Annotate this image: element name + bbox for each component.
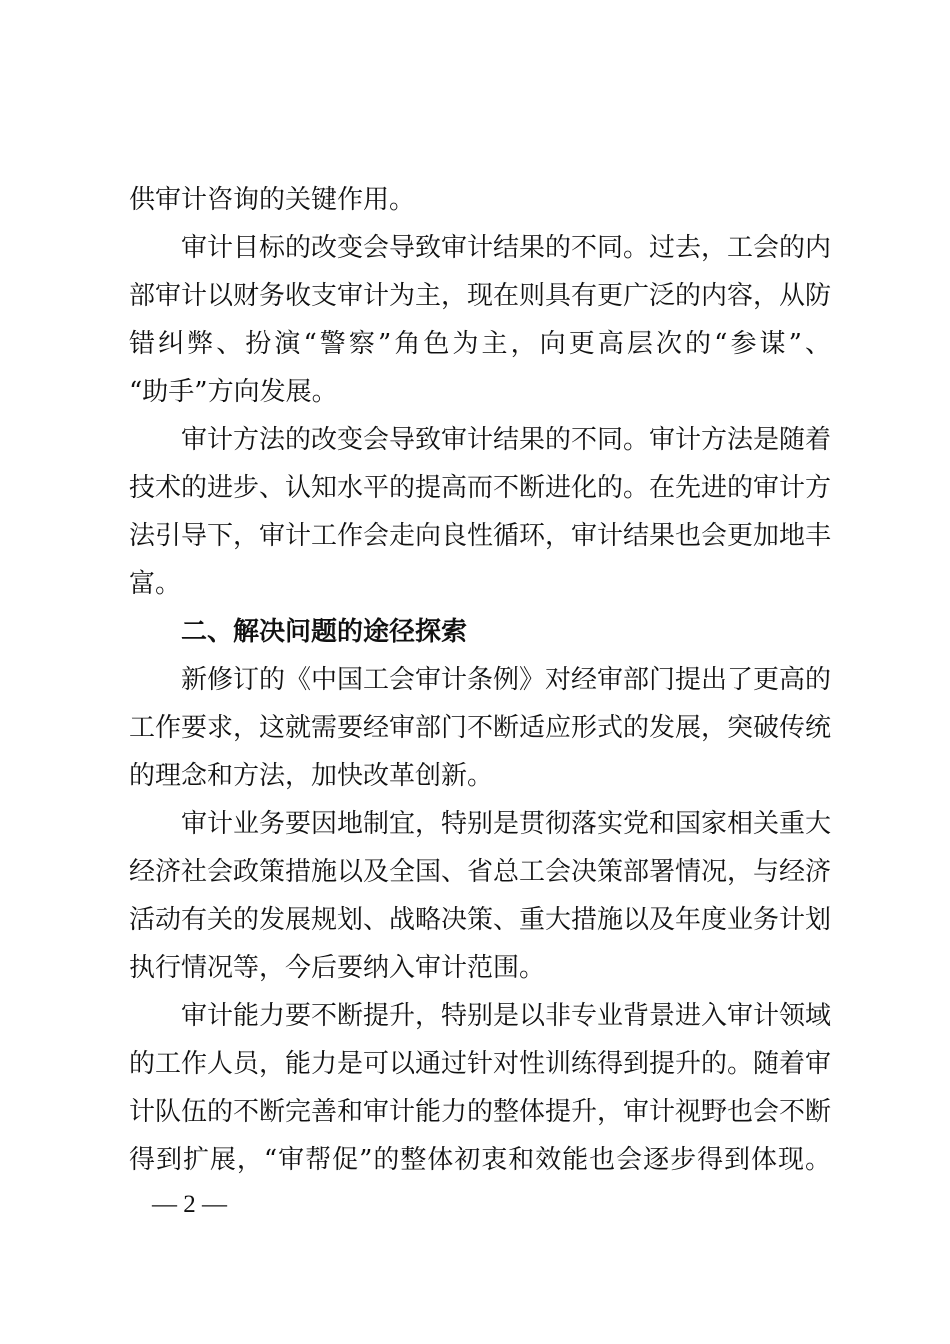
paragraph-6-line-3: 活动有关的发展规划、战略决策、重大措施以及年度业务计划 bbox=[129, 905, 832, 935]
page-number: — 2 — bbox=[152, 1191, 227, 1218]
paragraph-6-line-4: 执行情况等，今后要纳入审计范围。 bbox=[129, 953, 546, 983]
paragraph-7-line-2: 的工作人员，能力是可以通过针对性训练得到提升的。随着审 bbox=[129, 1049, 832, 1079]
section-heading: 二、解决问题的途径探索 bbox=[181, 617, 468, 647]
paragraph-7-line-1: 审计能力要不断提升，特别是以非专业背景进入审计领域 bbox=[181, 1001, 832, 1031]
paragraph-3-line-2: 技术的进步、认知水平的提高而不断进化的。在先进的审计方 bbox=[129, 473, 832, 503]
paragraph-3-line-1: 审计方法的改变会导致审计结果的不同。审计方法是随着 bbox=[181, 425, 832, 455]
paragraph-1-line-1: 供审计咨询的关键作用。 bbox=[129, 185, 416, 215]
paragraph-2-line-2: 部审计以财务收支审计为主，现在则具有更广泛的内容，从防 bbox=[129, 281, 832, 311]
paragraph-2-line-3: 错纠弊、扮演“警察”角色为主，向更高层次的“参谋”、 bbox=[129, 329, 831, 359]
paragraph-3-line-4: 富。 bbox=[129, 569, 182, 599]
paragraph-5-line-2: 工作要求，这就需要经审部门不断适应形式的发展，突破传统 bbox=[129, 713, 832, 743]
paragraph-2-line-1: 审计目标的改变会导致审计结果的不同。过去，工会的内 bbox=[181, 233, 832, 263]
paragraph-6-line-2: 经济社会政策措施以及全国、省总工会决策部署情况，与经济 bbox=[129, 857, 832, 887]
paragraph-5-line-1: 新修订的《中国工会审计条例》对经审部门提出了更高的 bbox=[181, 665, 832, 695]
paragraph-5-line-3: 的理念和方法，加快改革创新。 bbox=[129, 761, 494, 791]
paragraph-3-line-3: 法引导下，审计工作会走向良性循环，审计结果也会更加地丰 bbox=[129, 521, 832, 551]
paragraph-7-line-3: 计队伍的不断完善和审计能力的整体提升，审计视野也会不断 bbox=[129, 1097, 832, 1127]
paragraph-7-line-4: 得到扩展，“审帮促”的整体初衷和效能也会逐步得到体现。 bbox=[129, 1145, 831, 1175]
paragraph-2-line-4: “助手”方向发展。 bbox=[129, 377, 338, 407]
paragraph-6-line-1: 审计业务要因地制宜，特别是贯彻落实党和国家相关重大 bbox=[181, 809, 832, 839]
